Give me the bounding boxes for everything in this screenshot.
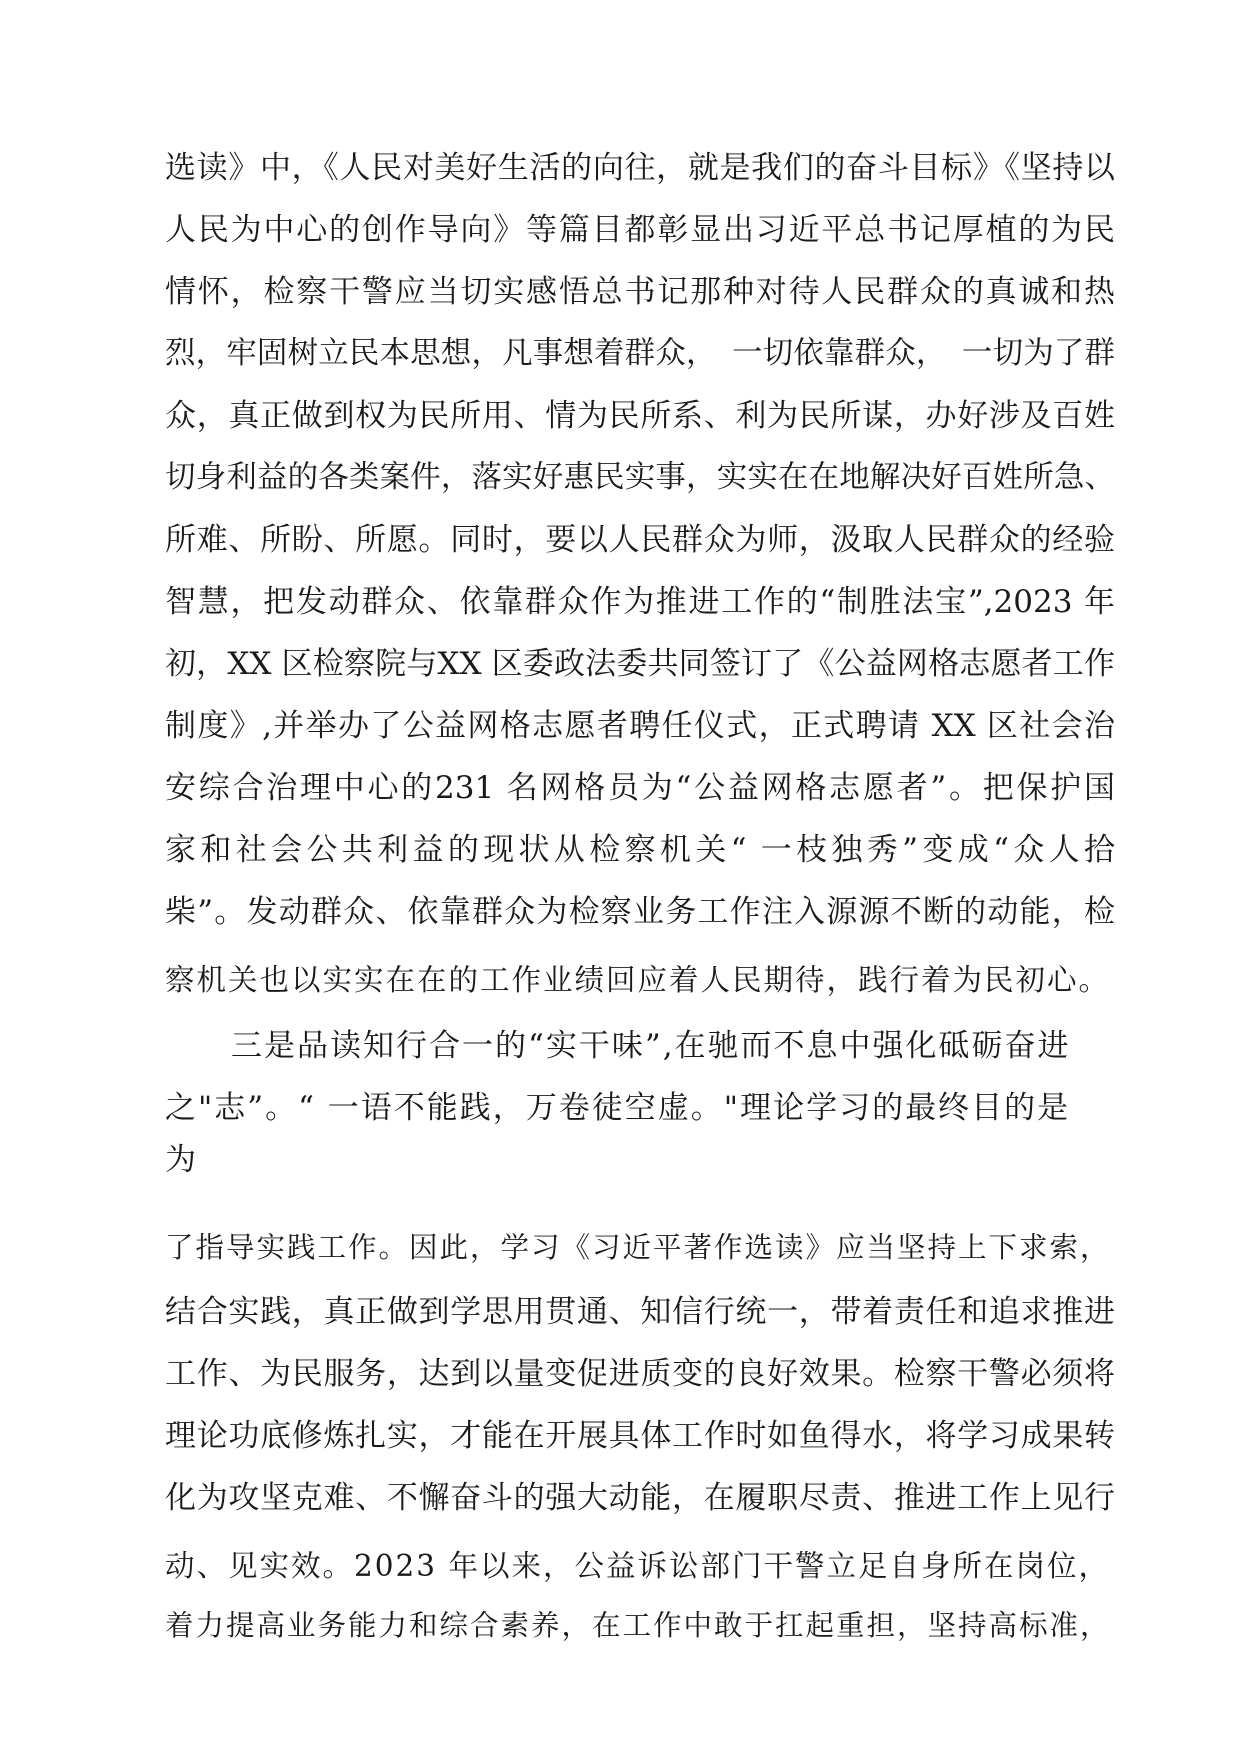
text-line: 家和社会公共利益的现状从检察机关“ 一枝独秀”变成“众人拾: [165, 832, 1115, 868]
text-line: 情怀，检察干警应当切实感悟总书记那种对待人民群众的真诚和热: [165, 274, 1115, 310]
text-line: 之"志”。“ 一语不能践，万卷徒空虚。"理论学习的最终目的是: [165, 1090, 1071, 1126]
text-line: 理论功底修炼扎实，才能在开展具体工作时如鱼得水，将学习成果转: [165, 1418, 1115, 1454]
text-line: 切身利益的各类案件，落实好惠民实事，实实在在地解决好百姓所急、: [165, 460, 1115, 495]
paragraph-start-line: 三是品读知行合一的“实干味”,在驰而不息中强化砥砺奋进: [165, 1028, 1071, 1064]
text-line: 制度》,并举办了公益网格志愿者聘任仪式，正式聘请 XX 区社会治: [165, 708, 1115, 744]
text-line: 烈，牢固树立民本思想，凡事想着群众， 一切依靠群众， 一切为了群: [165, 336, 1115, 371]
text-line: 安综合治理中心的231 名网格员为“公益网格志愿者”。把保护国: [165, 770, 1115, 806]
text-line: 了指导实践工作。因此，学习《习近平著作选读》应当坚持上下求索，: [165, 1231, 1111, 1264]
text-line: 智慧，把发动群众、依靠群众作为推进工作的“制胜法宝”,2023 年: [165, 584, 1115, 620]
text-line: 化为攻坚克难、不懈奋斗的强大动能，在履职尽责、推进工作上见行: [165, 1480, 1115, 1516]
text-line: 选读》中，《人民对美好生活的向往，就是我们的奋斗目标》《坚持以: [165, 150, 1115, 186]
text-line: 所难、所盼、所愿。同时，要以人民群众为师，汲取人民群众的经验: [165, 522, 1115, 558]
text-line: 初，XX 区检察院与XX 区委政法委共同签订了《公益网格志愿者工作: [165, 646, 1115, 682]
text-line: 人民为中心的创作导向》等篇目都彰显出习近平总书记厚植的为民: [165, 212, 1115, 248]
text-line: 动、见实效。2023 年以来，公益诉讼部门干警立足自身所在岗位，: [165, 1549, 1110, 1583]
text-line: 着力提高业务能力和综合素养，在工作中敢于扛起重担，坚持高标准，: [165, 1609, 1111, 1642]
text-line: 察机关也以实实在在的工作业绩回应着人民期待，践行着为民初心。: [165, 963, 1111, 997]
text-line: 工作、为民服务，达到以量变促进质变的良好效果。检察干警必须将: [165, 1356, 1115, 1392]
text-line: 为: [165, 1142, 198, 1178]
text-line: 结合实践，真正做到学思用贯通、知信行统一，带着责任和追求推进: [165, 1294, 1115, 1330]
text-line: 柴”。发动群众、依靠群众为检察业务工作注入源源不断的动能，检: [165, 894, 1115, 930]
text-line: 众，真正做到权为民所用、情为民所系、利为民所谋，办好涉及百姓: [165, 398, 1115, 434]
